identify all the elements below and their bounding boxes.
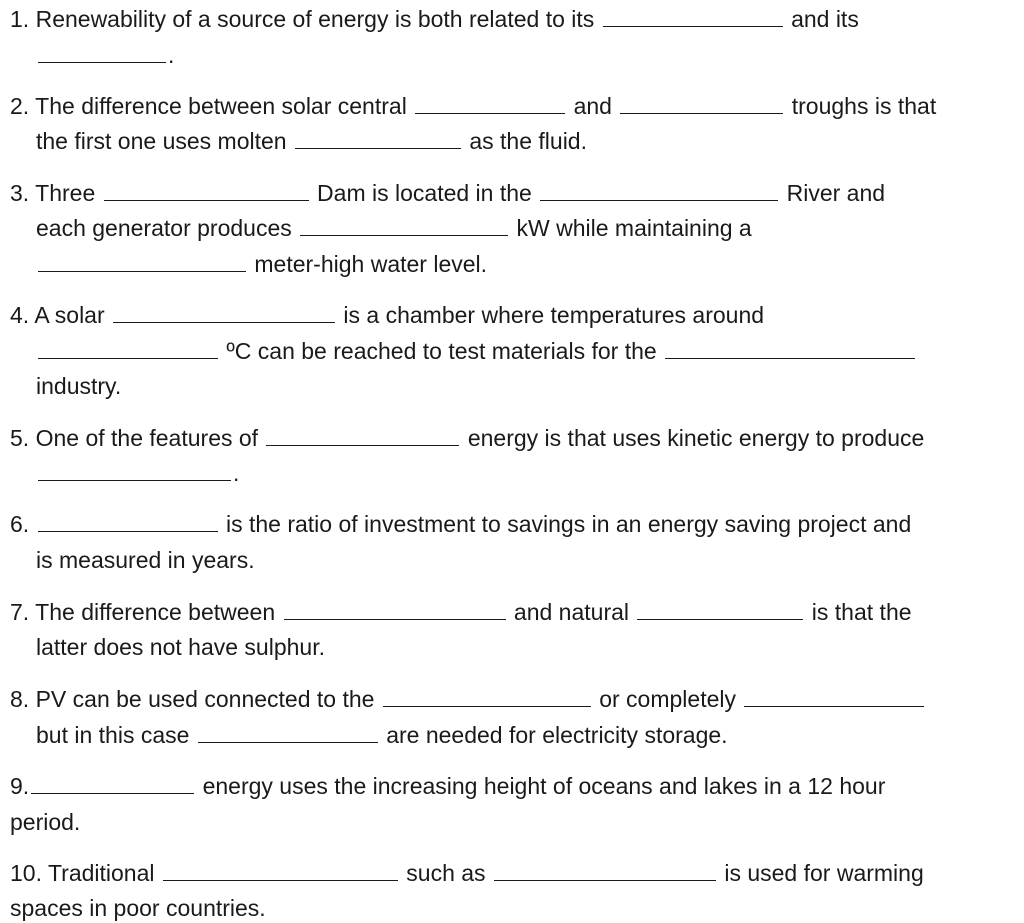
question-8-line-2 bbox=[36, 720, 728, 750]
question-text: and natural bbox=[513, 599, 630, 625]
question-number: 9. bbox=[10, 773, 30, 799]
question-text: is measured in years. bbox=[36, 547, 255, 573]
answer-blank[interactable] bbox=[540, 180, 778, 201]
question-number: 4. bbox=[10, 302, 30, 328]
answer-blank[interactable] bbox=[637, 599, 803, 620]
question-2 bbox=[10, 91, 936, 121]
answer-blank[interactable] bbox=[284, 599, 506, 620]
answer-blank[interactable] bbox=[104, 180, 309, 201]
question-text: River and bbox=[786, 180, 886, 206]
answer-blank[interactable] bbox=[744, 686, 924, 707]
question-text: Dam is located in the bbox=[317, 180, 532, 206]
question-4 bbox=[10, 300, 764, 330]
question-3-line-2 bbox=[36, 213, 752, 243]
answer-blank[interactable] bbox=[31, 773, 194, 794]
question-text: kW while maintaining a bbox=[516, 215, 752, 241]
answer-blank[interactable] bbox=[295, 128, 461, 149]
answer-blank[interactable] bbox=[603, 6, 783, 27]
question-text: period. bbox=[10, 809, 81, 835]
question-text: latter does not have sulphur. bbox=[36, 634, 325, 660]
question-number: 2. bbox=[10, 93, 30, 119]
question-text: the first one uses molten bbox=[36, 128, 287, 154]
question-3-line-3 bbox=[36, 249, 487, 279]
answer-blank[interactable] bbox=[38, 42, 166, 63]
question-text: One of the features of bbox=[35, 425, 259, 451]
answer-blank[interactable] bbox=[494, 860, 716, 881]
question-4-line-2 bbox=[36, 336, 917, 366]
answer-blank[interactable] bbox=[383, 686, 591, 707]
question-text: troughs is that bbox=[791, 93, 937, 119]
answer-blank[interactable] bbox=[38, 251, 246, 272]
question-number: 1. bbox=[10, 6, 30, 32]
question-number: 3. bbox=[10, 180, 30, 206]
question-1 bbox=[10, 4, 859, 34]
question-text: . bbox=[168, 42, 175, 68]
question-number: 5. bbox=[10, 425, 30, 451]
question-5 bbox=[10, 423, 924, 453]
question-text: are needed for electricity storage. bbox=[386, 722, 728, 748]
question-text: PV can be used connected to the bbox=[35, 686, 375, 712]
question-text: Three bbox=[35, 180, 96, 206]
question-text: meter-high water level. bbox=[254, 251, 488, 277]
answer-blank[interactable] bbox=[665, 338, 915, 359]
question-3 bbox=[10, 178, 885, 208]
question-text: energy is that uses kinetic energy to produce bbox=[467, 425, 925, 451]
question-text: The difference between bbox=[35, 599, 276, 625]
question-text: as the fluid. bbox=[469, 128, 587, 154]
question-4-line-3 bbox=[36, 371, 121, 401]
question-text: each generator produces bbox=[36, 215, 292, 241]
question-text: but in this case bbox=[36, 722, 190, 748]
question-1-line-2 bbox=[36, 40, 174, 70]
question-9 bbox=[10, 771, 885, 801]
answer-blank[interactable] bbox=[415, 93, 565, 114]
question-text: The difference between solar central bbox=[35, 93, 407, 119]
answer-blank[interactable] bbox=[38, 511, 218, 532]
question-6 bbox=[10, 509, 911, 539]
question-text: is the ratio of investment to savings in an energy saving project and bbox=[225, 511, 912, 537]
question-text: and bbox=[573, 93, 612, 119]
answer-blank[interactable] bbox=[300, 215, 508, 236]
answer-blank[interactable] bbox=[113, 302, 335, 323]
answer-blank[interactable] bbox=[620, 93, 783, 114]
question-text: such as bbox=[406, 860, 486, 886]
question-text: industry. bbox=[36, 373, 122, 399]
question-10-line-2 bbox=[10, 893, 266, 923]
question-text: and its bbox=[791, 6, 859, 32]
question-9-line-2 bbox=[10, 807, 80, 837]
question-text: A solar bbox=[34, 302, 105, 328]
answer-blank[interactable] bbox=[198, 722, 378, 743]
question-8 bbox=[10, 684, 926, 714]
question-text: energy uses the increasing height of oceans and lakes in a 12 hour bbox=[202, 773, 886, 799]
question-5-line-2 bbox=[36, 458, 239, 488]
question-text: spaces in poor countries. bbox=[10, 895, 266, 921]
question-text: Renewability of a source of energy is both related to its bbox=[35, 6, 595, 32]
answer-blank[interactable] bbox=[38, 338, 218, 359]
question-2-line-2 bbox=[36, 126, 587, 156]
question-text: is used for warming bbox=[724, 860, 924, 886]
question-number: 10. bbox=[10, 860, 42, 886]
question-text: or completely bbox=[599, 686, 736, 712]
question-text: Traditional bbox=[47, 860, 155, 886]
question-text: . bbox=[233, 460, 240, 486]
question-6-line-2 bbox=[36, 545, 255, 575]
question-7 bbox=[10, 597, 912, 627]
question-10 bbox=[10, 858, 924, 888]
question-number: 6. bbox=[10, 511, 30, 537]
answer-blank[interactable] bbox=[163, 860, 398, 881]
question-number: 8. bbox=[10, 686, 30, 712]
question-text: is a chamber where temperatures around bbox=[343, 302, 765, 328]
question-number: 7. bbox=[10, 599, 30, 625]
answer-blank[interactable] bbox=[38, 460, 231, 481]
question-text: is that the bbox=[811, 599, 912, 625]
answer-blank[interactable] bbox=[266, 425, 459, 446]
question-7-line-2 bbox=[36, 632, 325, 662]
question-text: ºC can be reached to test materials for the bbox=[226, 338, 657, 364]
